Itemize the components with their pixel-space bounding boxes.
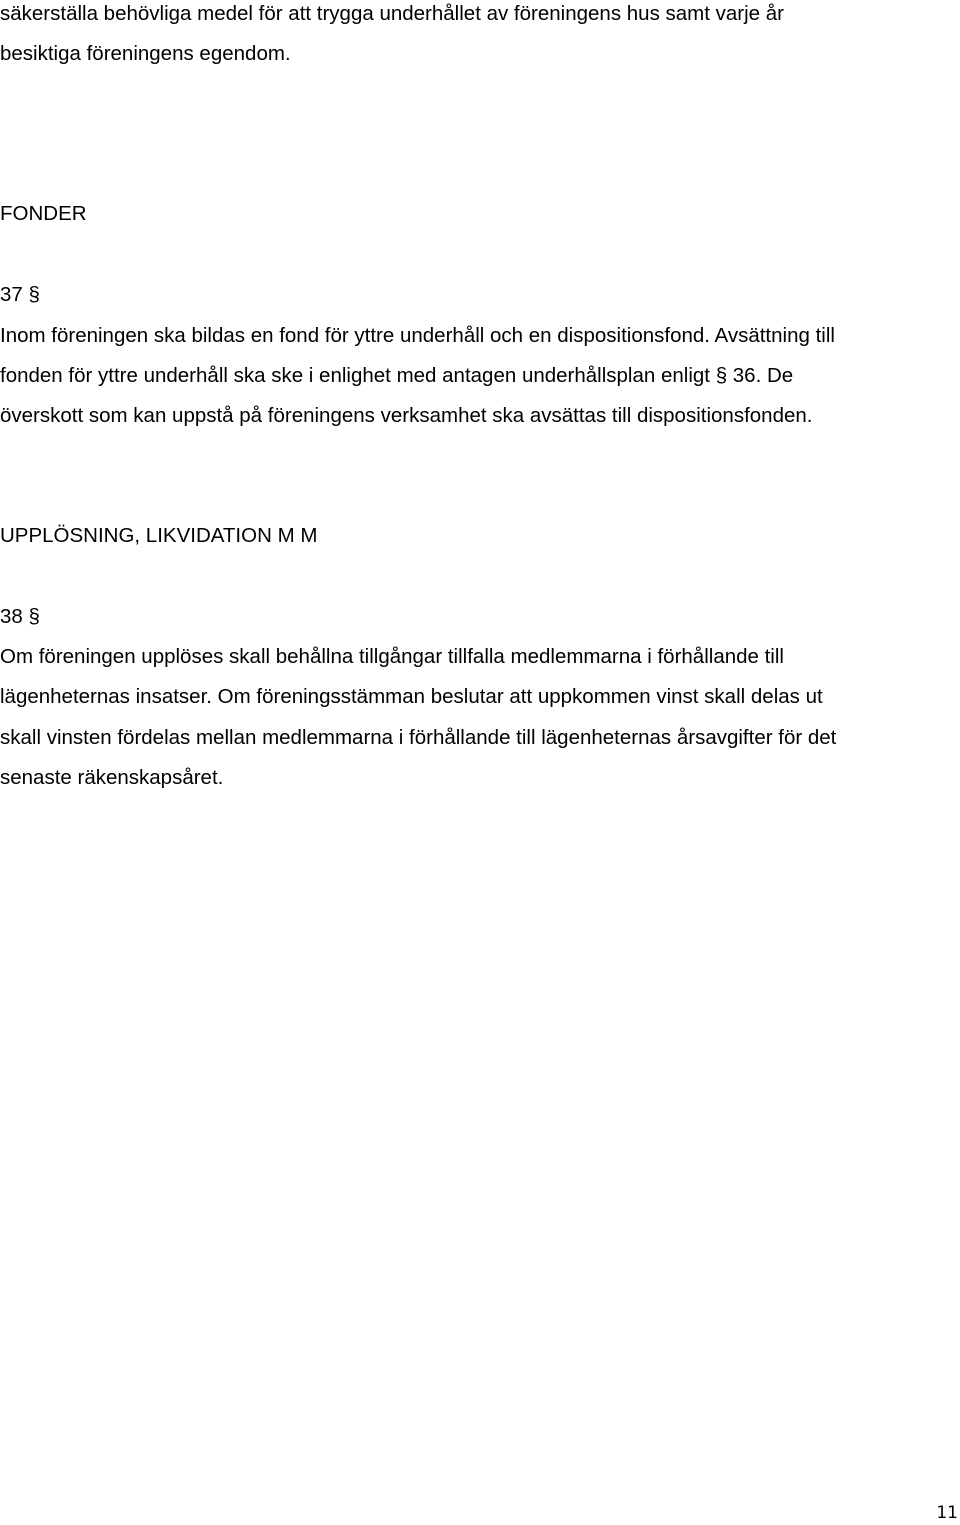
upplosning-line-4: senaste räkenskapsåret. bbox=[0, 766, 224, 789]
paragraph-number-37: 37 § bbox=[0, 283, 40, 306]
upplosning-line-3: skall vinsten fördelas mellan medlemmarna i förhållande till lägenheternas årsavgifter för det bbox=[0, 726, 837, 749]
page-number: 11 bbox=[936, 1503, 958, 1523]
intro-line-1: säkerställa behövliga medel för att trygga underhållet av föreningens hus samt varje år bbox=[0, 2, 784, 25]
intro-line-2: besiktiga föreningens egendom. bbox=[0, 42, 291, 65]
fonder-line-2: fonden för yttre underhåll ska ske i enlighet med antagen underhållsplan enligt § 36. De bbox=[0, 364, 794, 387]
upplosning-line-1: Om föreningen upplöses skall behållna tillgångar tillfalla medlemmarna i förhållande till bbox=[0, 645, 784, 668]
section-heading-fonder: FONDER bbox=[0, 202, 87, 225]
fonder-line-1: Inom föreningen ska bildas en fond för yttre underhåll och en dispositionsfond. Avsättning till bbox=[0, 324, 835, 347]
section-heading-upplosning: UPPLÖSNING, LIKVIDATION M M bbox=[0, 524, 318, 547]
fonder-line-3: överskott som kan uppstå på föreningens verksamhet ska avsättas till dispositionsfonden. bbox=[0, 404, 813, 427]
paragraph-number-38: 38 § bbox=[0, 605, 40, 628]
upplosning-line-2: lägenheternas insatser. Om föreningsstämman beslutar att uppkommen vinst skall delas ut bbox=[0, 685, 823, 708]
